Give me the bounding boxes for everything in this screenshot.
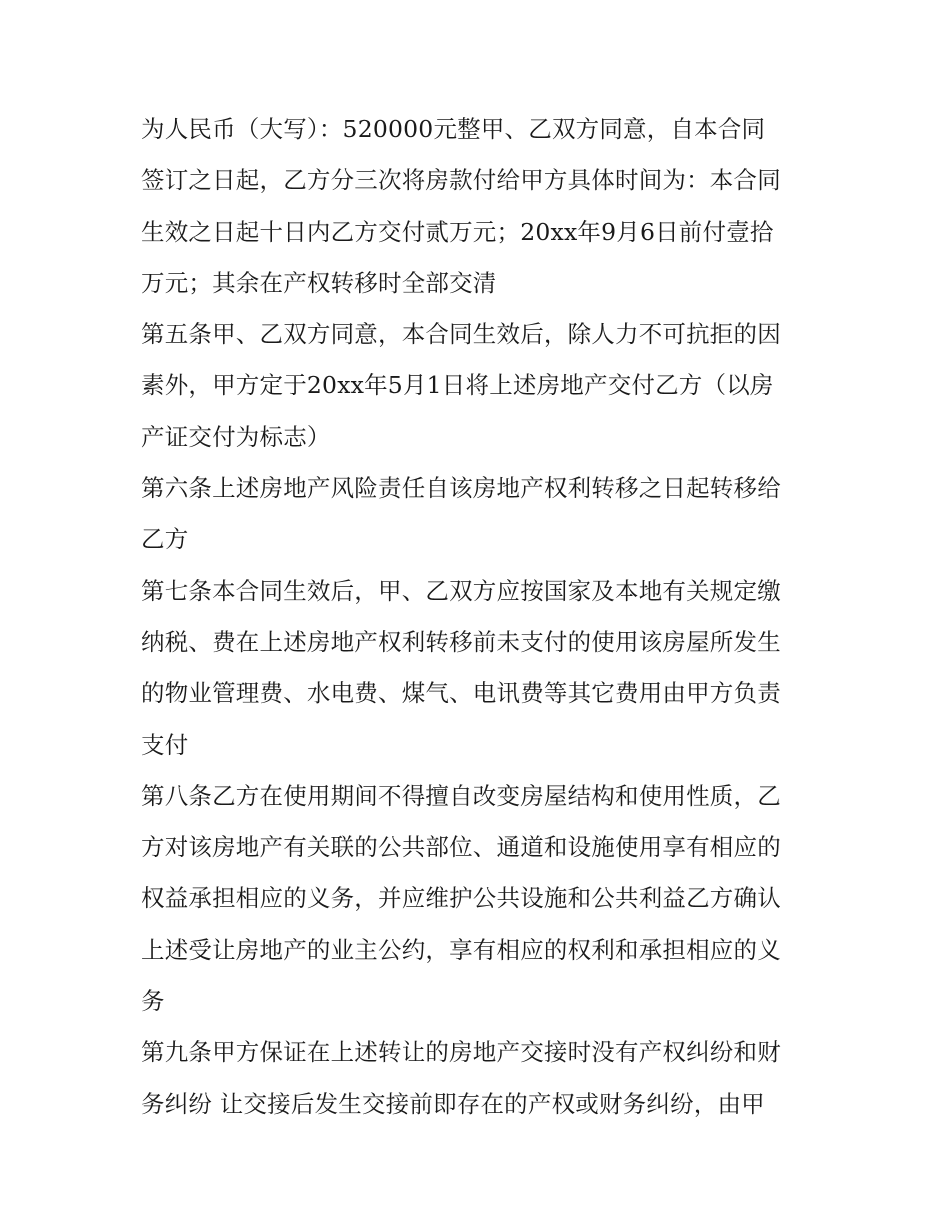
- text-line: 为人民币（大写）：520000元整甲、乙双方同意，自本合同: [141, 115, 766, 143]
- text-line: 生效之日起十日内乙方交付贰万元；20xx年9月6日前付壹拾: [141, 217, 774, 246]
- text-line: 乙方: [141, 525, 189, 554]
- text-line: 万元；其余在产权转移时全部交清: [141, 268, 497, 297]
- text-line: 纳税、费在上述房地产权利转移前未支付的使用该房屋所发生: [141, 627, 781, 656]
- text-line: 第九条甲方保证在上述转让的房地产交接时没有产权纠纷和财: [141, 1038, 781, 1067]
- text-line: 权益承担相应的义务，并应维护公共设施和公共利益乙方确认: [141, 884, 781, 913]
- document-body: [141, 104, 821, 1130]
- text-line: 的物业管理费、水电费、煤气、电讯费等其它费用由甲方负责: [141, 679, 781, 708]
- text-line: 签订之日起，乙方分三次将房款付给甲方具体时间为：本合同: [141, 166, 781, 195]
- text-line: 务纠纷 让交接后发生交接前即存在的产权或财务纠纷，由甲: [141, 1089, 765, 1118]
- text-line: 第八条乙方在使用期间不得擅自改变房屋结构和使用性质，乙: [141, 781, 781, 810]
- text-line: 第五条甲、乙双方同意，本合同生效后，除人力不可抗拒的因: [141, 320, 781, 349]
- text-line: 支付: [141, 730, 189, 759]
- text-line: 第七条本合同生效后，甲、乙双方应按国家及本地有关规定缴: [141, 576, 781, 605]
- text-line: 务: [141, 987, 165, 1016]
- text-line: 素外，甲方定于20xx年5月1日将上述房地产交付乙方（以房: [141, 371, 774, 400]
- text-line: 上述受让房地产的业主公约，享有相应的权利和承担相应的义: [141, 935, 781, 964]
- text-line: 产证交付为标志）: [141, 422, 331, 451]
- text-line: 第六条上述房地产风险责任自该房地产权利转移之日起转移给: [141, 474, 781, 503]
- text-line: 方对该房地产有关联的公共部位、通道和设施使用享有相应的: [141, 833, 781, 862]
